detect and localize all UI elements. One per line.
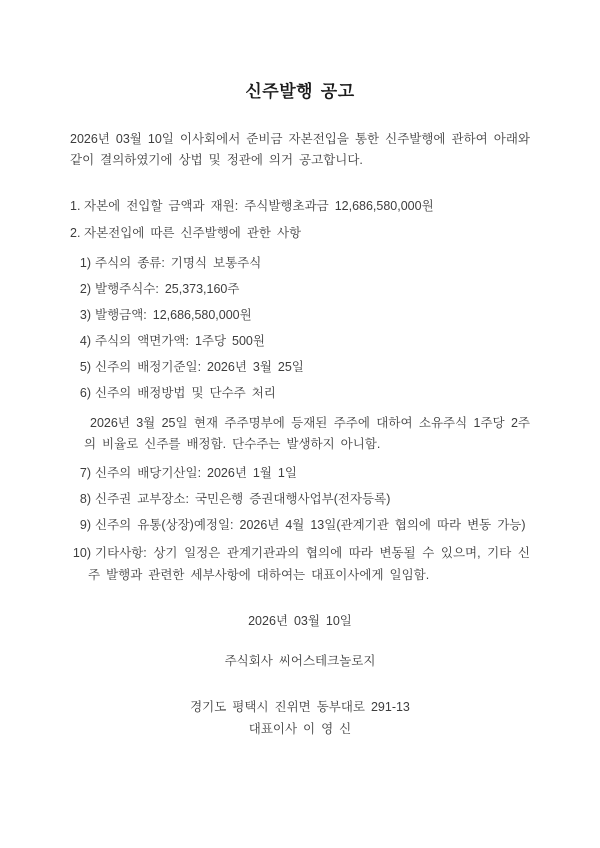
footer-company-name: 주식회사 씨어스테크놀로지 bbox=[224, 654, 376, 668]
sub-item-text: 주식의 종류: 기명식 보통주식 bbox=[95, 256, 262, 270]
list-item-text: 자본에 전입할 금액과 재원: 주식발행초과금 12,686,580,000원 bbox=[84, 199, 434, 213]
sub-item-number: 5) bbox=[79, 360, 91, 374]
sub-item-number: 6) bbox=[79, 386, 91, 400]
sub-item-number: 1) bbox=[79, 256, 91, 270]
footer-address-block bbox=[70, 696, 530, 740]
sub-item-number: 3) bbox=[79, 308, 91, 322]
page-title: 신주발행 공고 bbox=[245, 82, 355, 101]
intro-paragraph: 2026년 03월 10일 이사회에서 준비금 자본전입을 통한 신주발행에 관하여 아래와 같이 결의하였기에 상법 및 정관에 의거 공고합니다. bbox=[70, 132, 530, 167]
sub-item-record-date bbox=[70, 359, 530, 375]
sub-item-number: 10) bbox=[72, 546, 91, 560]
footer-address: 경기도 평택시 진위면 동부대로 291-13 bbox=[190, 700, 410, 714]
sub-item-certificate-place bbox=[70, 491, 530, 507]
sub-item-listing-date bbox=[70, 517, 530, 533]
sub-item-share-count bbox=[70, 281, 530, 297]
list-item-capital-amount bbox=[70, 198, 530, 214]
allocation-note: 2026년 3월 25일 현재 주주명부에 등재된 주주에 대하여 소유주식 1주당 2주의 비율로 신주를 배정함. 단수주는 발생하지 아니함. bbox=[84, 416, 530, 451]
footer-ceo: 대표이사 이 영 신 bbox=[248, 722, 352, 736]
sub-item-text: 신주의 유통(상장)예정일: 2026년 4월 13일(관계기관 협의에 따라 변동 가능) bbox=[95, 518, 526, 532]
sub-item-number: 9) bbox=[79, 518, 91, 532]
sub-item-text: 발행금액: 12,686,580,000원 bbox=[95, 308, 252, 322]
sub-list bbox=[70, 255, 530, 586]
list-item-number: 2. bbox=[70, 226, 81, 240]
list-item-text: 자본전입에 따른 신주발행에 관한 사항 bbox=[84, 226, 302, 240]
sub-item-text: 신주권 교부장소: 국민은행 증권대행사업부(전자등록) bbox=[95, 492, 391, 506]
sub-item-text: 주식의 액면가액: 1주당 500원 bbox=[95, 334, 265, 348]
footer-date: 2026년 03월 10일 bbox=[248, 614, 352, 628]
sub-item-par-value bbox=[70, 333, 530, 349]
sub-item-number: 8) bbox=[79, 492, 91, 506]
sub-item-text: 신주의 배정기준일: 2026년 3월 25일 bbox=[95, 360, 304, 374]
sub-item-text: 신주의 배당기산일: 2026년 1월 1일 bbox=[95, 466, 297, 480]
sub-item-text: 신주의 배정방법 및 단수주 처리 bbox=[95, 386, 276, 400]
sub-item-text: 발행주식수: 25,373,160주 bbox=[95, 282, 240, 296]
sub-item-other-matters bbox=[70, 543, 530, 586]
list-item-issuance-matters bbox=[70, 225, 530, 241]
sub-item-number: 2) bbox=[79, 282, 91, 296]
sub-item-stock-type bbox=[70, 255, 530, 271]
list-item-number: 1. bbox=[70, 199, 81, 213]
sub-item-issue-amount bbox=[70, 307, 530, 323]
sub-item-number: 7) bbox=[79, 466, 91, 480]
sub-item-dividend-date bbox=[70, 465, 530, 481]
sub-item-number: 4) bbox=[79, 334, 91, 348]
sub-item-allocation-method bbox=[70, 385, 530, 401]
sub-item-text: 기타사항: 상기 일정은 관계기관과의 협의에 따라 변동될 수 있으며, 기타 신주 발행과 관련한 세부사항에 대하여는 대표이사에게 일임함. bbox=[88, 546, 530, 582]
